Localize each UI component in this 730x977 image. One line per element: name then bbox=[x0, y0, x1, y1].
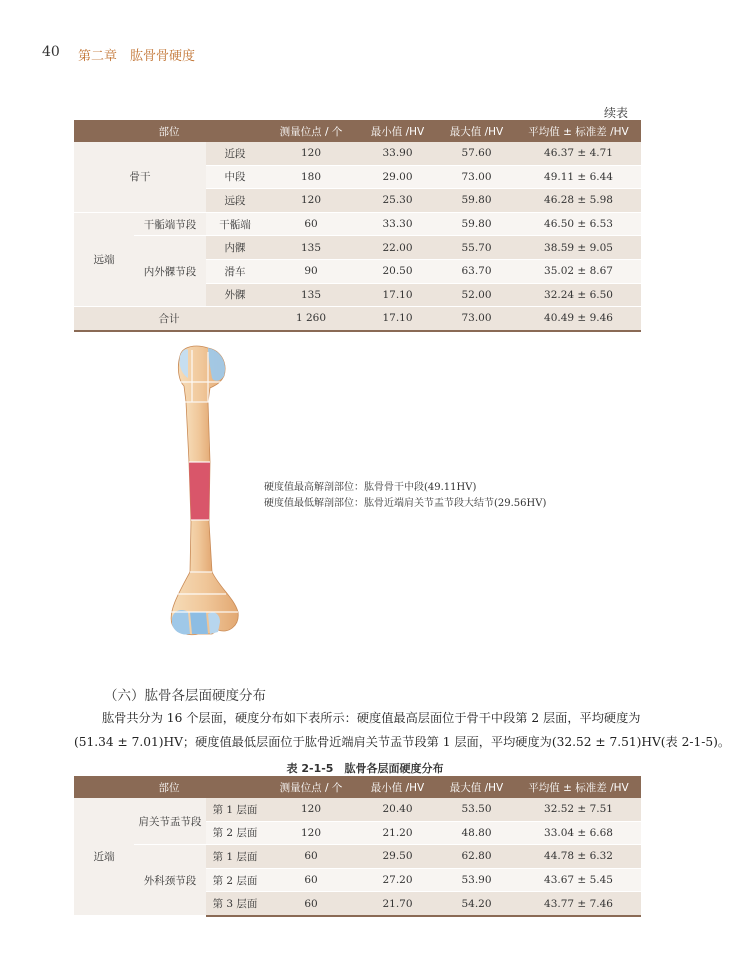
cell-max: 73.00 bbox=[437, 165, 516, 189]
total-count: 1 260 bbox=[264, 307, 358, 331]
section-title: （六）肱骨各层面硬度分布 bbox=[104, 688, 266, 704]
cell-min: 20.50 bbox=[358, 259, 437, 283]
row-name: 第 3 层面 bbox=[206, 892, 264, 916]
table-row bbox=[74, 845, 641, 869]
cell-max: 63.70 bbox=[437, 259, 516, 283]
paragraph-line-2: (51.34 ± 7.01)HV；硬度值最低层面位于肱骨近端肩关节盂节段第 1 层面，平均硬度为(32.52 ± 7.51)HV(表 2-1-5)。 bbox=[74, 735, 730, 749]
subgroup-label: 干骺端节段 bbox=[134, 212, 206, 236]
table-header-row bbox=[74, 776, 641, 798]
cell-max: 48.80 bbox=[437, 821, 516, 845]
cell-count: 120 bbox=[264, 189, 358, 213]
header-count: 测量位点 / 个 bbox=[264, 120, 358, 142]
cell-max: 59.80 bbox=[437, 189, 516, 213]
cell-max: 57.60 bbox=[437, 142, 516, 165]
layer-hardness-table bbox=[74, 776, 641, 917]
total-max: 73.00 bbox=[437, 307, 516, 331]
header-region: 部位 bbox=[74, 120, 264, 142]
cell-count: 60 bbox=[264, 868, 358, 892]
row-name: 第 2 层面 bbox=[206, 821, 264, 845]
row-name: 第 2 层面 bbox=[206, 868, 264, 892]
cell-mean: 33.04 ± 6.68 bbox=[516, 821, 641, 845]
cell-mean: 43.67 ± 5.45 bbox=[516, 868, 641, 892]
hardness-table-continued bbox=[74, 120, 641, 332]
cell-min: 29.00 bbox=[358, 165, 437, 189]
cell-min: 29.50 bbox=[358, 845, 437, 869]
total-row bbox=[74, 307, 641, 331]
header-min: 最小值 /HV bbox=[358, 120, 437, 142]
cell-min: 27.20 bbox=[358, 868, 437, 892]
row-name: 第 1 层面 bbox=[206, 798, 264, 821]
cell-count: 60 bbox=[264, 845, 358, 869]
cell-max: 55.70 bbox=[437, 236, 516, 260]
cell-mean: 43.77 ± 7.46 bbox=[516, 892, 641, 916]
cell-max: 59.80 bbox=[437, 212, 516, 236]
cell-count: 120 bbox=[264, 821, 358, 845]
header-max: 最大值 /HV bbox=[437, 776, 516, 798]
cell-max: 53.50 bbox=[437, 798, 516, 821]
cell-count: 90 bbox=[264, 259, 358, 283]
cell-mean: 38.59 ± 9.05 bbox=[516, 236, 641, 260]
annotation-highest: 硬度值最高解剖部位：肱骨骨干中段(49.11HV) bbox=[264, 482, 477, 493]
annotation-lowest: 硬度值最低解剖部位：肱骨近端肩关节盂节段大结节(29.56HV) bbox=[264, 498, 547, 509]
group-label: 远端 bbox=[74, 212, 134, 306]
cell-mean: 46.28 ± 5.98 bbox=[516, 189, 641, 213]
subgroup-label: 内外髁节段 bbox=[134, 236, 206, 307]
capitulum bbox=[172, 610, 190, 635]
cell-count: 60 bbox=[264, 212, 358, 236]
header-region: 部位 bbox=[74, 776, 264, 798]
cell-min: 33.30 bbox=[358, 212, 437, 236]
cell-mean: 44.78 ± 6.32 bbox=[516, 845, 641, 869]
cell-max: 62.80 bbox=[437, 845, 516, 869]
cell-count: 60 bbox=[264, 892, 358, 916]
cell-mean: 46.50 ± 6.53 bbox=[516, 212, 641, 236]
subgroup-label: 外科颈节段 bbox=[134, 845, 206, 916]
table-row bbox=[74, 142, 641, 165]
section-paragraph bbox=[74, 706, 730, 754]
cell-mean: 35.02 ± 8.67 bbox=[516, 259, 641, 283]
cell-min: 33.90 bbox=[358, 142, 437, 165]
trochlea bbox=[190, 612, 208, 634]
continued-label: 续表 bbox=[604, 106, 629, 120]
total-label: 合计 bbox=[74, 307, 264, 331]
cell-count: 135 bbox=[264, 283, 358, 307]
table-row bbox=[74, 798, 641, 821]
group-label: 骨干 bbox=[74, 142, 206, 212]
header-max: 最大值 /HV bbox=[437, 120, 516, 142]
row-name: 近段 bbox=[206, 142, 264, 165]
header-mean: 平均值 ± 标准差 /HV bbox=[516, 120, 641, 142]
row-name: 干骺端 bbox=[206, 212, 264, 236]
total-mean: 40.49 ± 9.46 bbox=[516, 307, 641, 331]
cell-min: 25.30 bbox=[358, 189, 437, 213]
header-count: 测量位点 / 个 bbox=[264, 776, 358, 798]
medial-epicondyle-surface bbox=[208, 612, 220, 634]
header-mean: 平均值 ± 标准差 /HV bbox=[516, 776, 641, 798]
table-header-row bbox=[74, 120, 641, 142]
row-name: 中段 bbox=[206, 165, 264, 189]
cell-min: 20.40 bbox=[358, 798, 437, 821]
cell-max: 52.00 bbox=[437, 283, 516, 307]
cell-max: 54.20 bbox=[437, 892, 516, 916]
subgroup-label: 肩关节盂节段 bbox=[134, 798, 206, 845]
humerus-illustration bbox=[162, 342, 242, 638]
cell-count: 180 bbox=[264, 165, 358, 189]
mid-shaft-highlight bbox=[189, 462, 210, 520]
cell-mean: 32.52 ± 7.51 bbox=[516, 798, 641, 821]
table-row bbox=[74, 236, 641, 260]
header-min: 最小值 /HV bbox=[358, 776, 437, 798]
cell-count: 120 bbox=[264, 798, 358, 821]
row-name: 外髁 bbox=[206, 283, 264, 307]
row-name: 第 1 层面 bbox=[206, 845, 264, 869]
row-name: 内髁 bbox=[206, 236, 264, 260]
table-row bbox=[74, 212, 641, 236]
cell-count: 135 bbox=[264, 236, 358, 260]
table-caption: 表 2-1-5 肱骨各层面硬度分布 bbox=[286, 762, 444, 775]
cell-count: 120 bbox=[264, 142, 358, 165]
cell-min: 21.70 bbox=[358, 892, 437, 916]
cell-min: 21.20 bbox=[358, 821, 437, 845]
row-name: 滑车 bbox=[206, 259, 264, 283]
row-name: 远段 bbox=[206, 189, 264, 213]
chapter-title: 第二章 肱骨骨硬度 bbox=[78, 49, 196, 64]
cell-mean: 46.37 ± 4.71 bbox=[516, 142, 641, 165]
cell-max: 53.90 bbox=[437, 868, 516, 892]
paragraph-line-1: 肱骨共分为 16 个层面，硬度分布如下表所示：硬度值最高层面位于骨干中段第 2 层面，平均硬度为 bbox=[102, 711, 641, 725]
cell-mean: 49.11 ± 6.44 bbox=[516, 165, 641, 189]
cell-min: 17.10 bbox=[358, 283, 437, 307]
cell-min: 22.00 bbox=[358, 236, 437, 260]
page-number: 40 bbox=[42, 44, 60, 60]
group-label: 近端 bbox=[74, 798, 134, 916]
total-min: 17.10 bbox=[358, 307, 437, 331]
cell-mean: 32.24 ± 6.50 bbox=[516, 283, 641, 307]
